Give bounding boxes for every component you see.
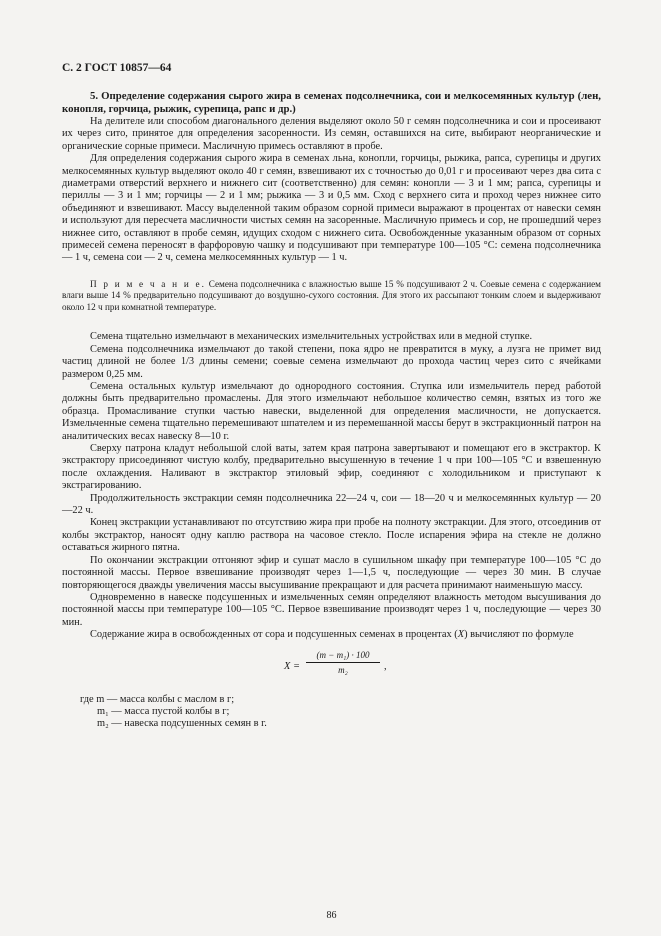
note-label: П р и м е ч а н и е. (90, 278, 206, 289)
paragraph-9: По окончании экстракции отгоняют эфир и сушат масло в сушильном шкафу при температуре 100—105 °С до постоянной массы. Первое взвешивание производят через 1—1,5 ч, последующие — через 30 мин. В случае повторяющегося дважды увеличения массы высушивание прекращают и для расчета принимают наименьшую массу. (62, 554, 601, 591)
formula-comma: , (384, 660, 387, 672)
paragraph-11-part-a: Содержание жира в освобожденных от сора и подсушенных семенах в процентах ( (90, 629, 458, 641)
paragraph-5: Семена остальных культур измельчают до однородного состояния. Ступка или измельчитель перед работой должны быть предварительно промаслены. Для этого измельчают небольшое количество семян, взятых из того же образца. Промасливание ступки частью навески, выделенной для определения масличности, не допускается. Измельченные семена тщательно перемешивают шпателем и из перемешанной массы берут в экстракционный патрон на аналитических весах навеску 8—10 г. (62, 381, 601, 442)
note-text: Семена подсолнечника с влажностью выше 15 % подсушивают 2 ч. Соевые семена с содержанием влаги выше 14 % предварительно подсушивают до воздушно-сухого состояния. Для этого их рассыпают тонким слоем и выдерживают около 12 ч при комнатной температуре. (62, 278, 602, 312)
paragraph-4-part-b: длины семени; соевые семена измельчают до прохода частиц через сито с ячейками размером 0,25 мм. (62, 356, 602, 380)
paragraph-11 (62, 629, 601, 641)
fat-content-formula (62, 650, 601, 686)
paragraph-6: Сверху патрона кладут небольшой слой ваты, затем края патрона завертывают и помещают его в экстрактор. К экстрактору присоединяют чистую колбу, предварительно высушенную в течение 1 ч при 100—105 °С и взвешенную после охлаждения. Наливают в экстрактор этиловый эфир, соединяют с холодильником и приступают к экстрагированию. (62, 443, 601, 492)
paragraph-4 (62, 344, 601, 381)
formula-fraction (306, 650, 380, 675)
paragraph-10: Одновременно в навеске подсушенных и измельченных семян определяют влажность методом высушивания до постоянной массы при температуре 100—105 °С. Первое взвешивание производят через 1 ч, последующие — через 30 мин. (62, 591, 601, 628)
document-page (62, 62, 602, 921)
where-line-m1: m₁ — масса пустой колбы в г; (97, 705, 230, 717)
note (62, 279, 601, 314)
paragraph-7: Продолжительность экстракции семян подсолнечника 22—24 ч, сои — 18—20 ч и мелкосемянных культур — 20—22 ч. (62, 492, 601, 517)
formula-numerator: (m − m₁) · 100 (306, 650, 380, 663)
paragraph-2: Для определения содержания сырого жира в семенах льна, конопли, горчицы, рыжика, рапса, сурепицы и других мелкосемянных культур выделяют около 40 г семян, взвешивают их с точностью до 0,01 г и просеивают через два сита с диаметрами отверстий верхнего и нижнего сит (соответственно) для семян: конопли — 3 и 1 мм; рапса, сурепицы и периллы — 3 и 1 мм; горчицы — 2 и 1 мм; рыжика — 3 и 0,5 мм. Сход с верхнего сита и проход через нижнее сито объединяют и взвешивают. Массу выделенной таким образом сорной примеси выражают в процентах от навески семян и используют для пересчета масличности чистых семян на засоренные. Масличную примесь и сор, не прошедший через нижнее сито, оставляют в пробе семян, идущих сходом с нижнего сита. Освобожденные указанным образом от сорных примесей семена переносят в фарфоровую чашку и подсушивают при температуре 100—105 °С: семена подсолнечника — 1 ч, семена сои — 2 ч, семена мелкосемянных культур — 1 ч. (62, 153, 601, 264)
paragraph-1: На делителе или способом диагонального деления выделяют около 50 г семян подсолнечника и сои и просеивают их через сито, принятое для определения засоренности. Из семян, оставшихся на сите, выбирают неорганические и органические сорные примеси. Масличную примесь оставляют в пробе. (62, 116, 601, 152)
formula-lhs: X = (284, 660, 300, 672)
paragraph-4-fraction: 1/3 (180, 356, 195, 368)
where-line-m: где m — масса колбы с маслом в г; (80, 693, 235, 705)
paragraph-3: Семена тщательно измельчают в механических измельчительных устройствах или в медной ступке. (90, 331, 533, 343)
paragraph-4-part-a: Семена подсолнечника измельчают до такой степени, пока ядро не превратится в муку, а лузга не примет вид частиц длиной не более (62, 343, 601, 368)
paragraph-11-variable: X (457, 629, 465, 641)
page-number: 86 (326, 910, 337, 921)
page-header: С. 2 ГОСТ 10857—64 (62, 62, 172, 74)
paragraph-8: Конец экстракции устанавливают по отсутствию жира при пробе на полноту экстракции. Для этого, отсоединив от колбы экстрактор, наносят одну каплю раствора на часовое стекло. После испарения эфира на стекле не должно оставаться жирного пятна. (62, 517, 601, 554)
section-title: 5. Определение содержания сырого жира в семенах подсолнечника, сои и мелкосемянных культур (лен, конопля, горчица, рыжик, сурепица, рапс и др.) (62, 90, 601, 115)
formula-denominator: m₂ (338, 664, 348, 675)
where-line-m2: m₂ — навеска подсушенных семян в г. (97, 718, 267, 730)
paragraph-11-part-b: ) вычисляют по формуле (464, 629, 574, 641)
